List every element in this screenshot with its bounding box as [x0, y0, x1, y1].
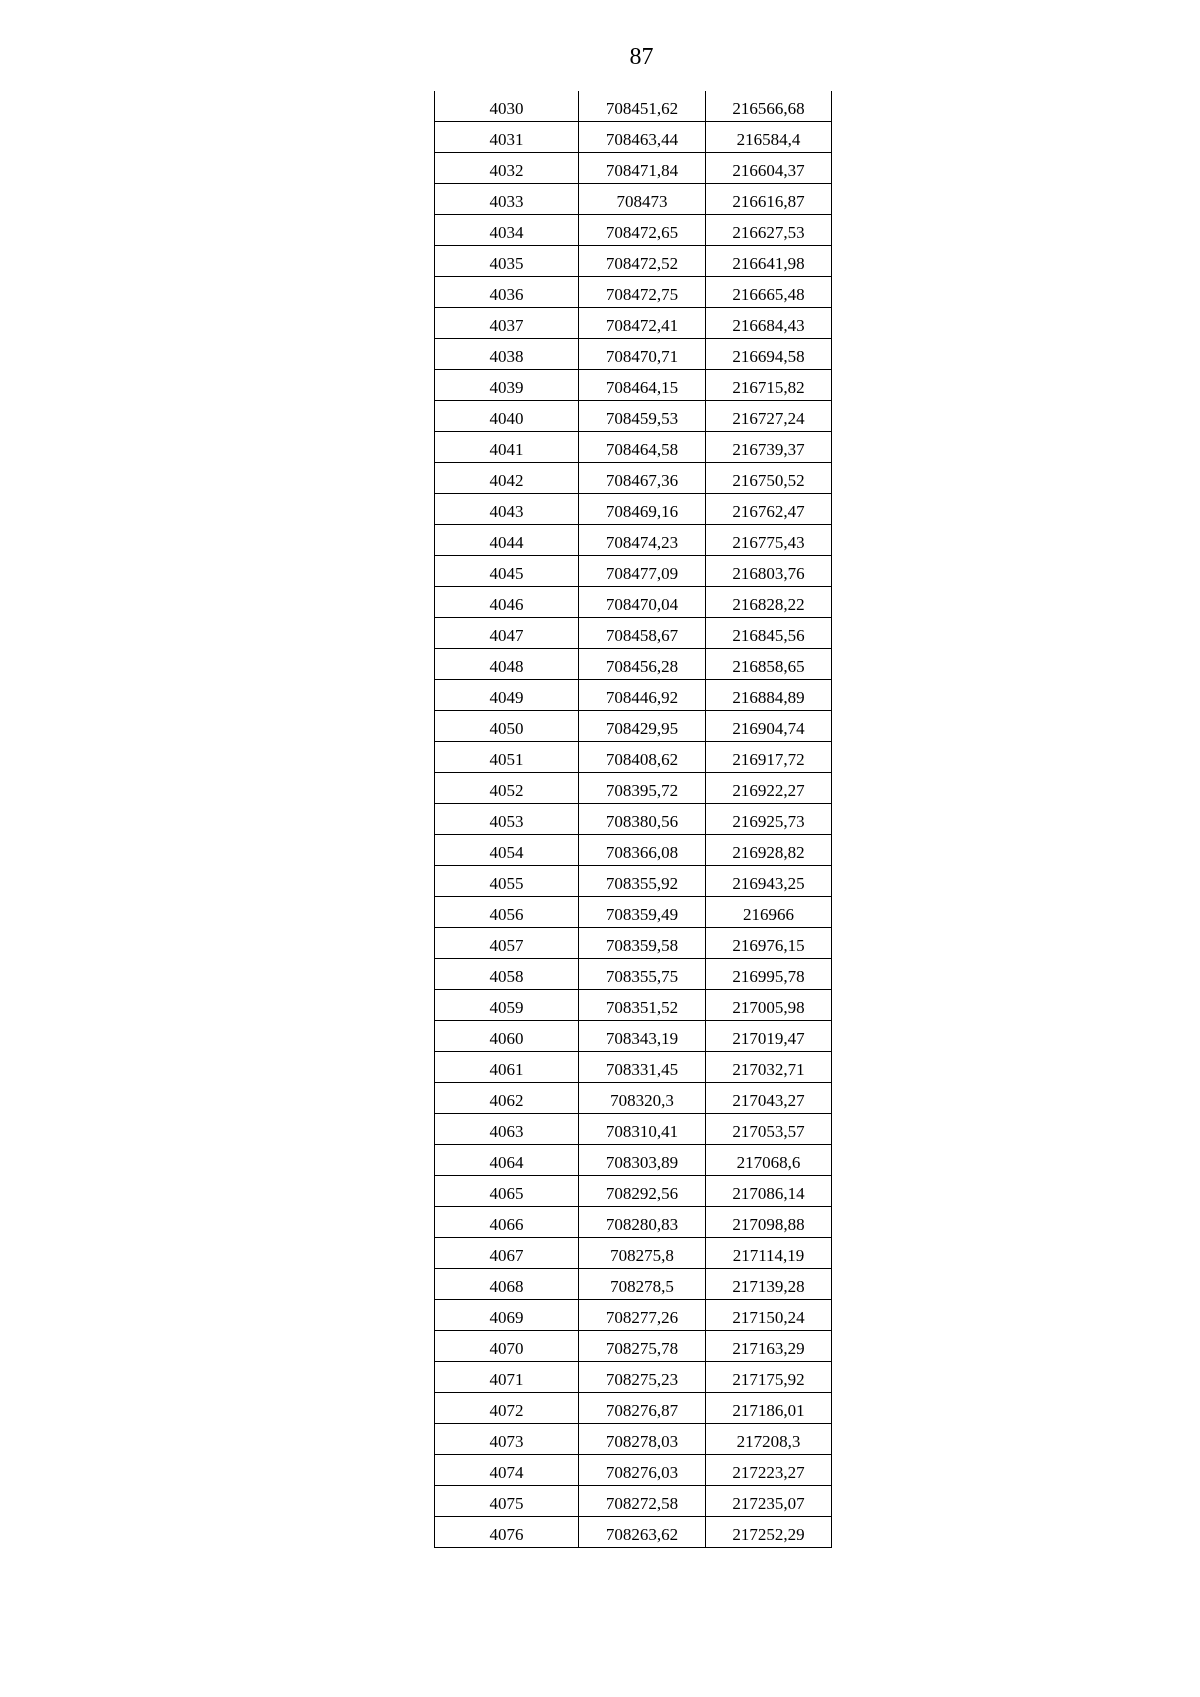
x-coordinate-cell: 708343,19	[579, 1021, 706, 1052]
y-coordinate-cell: 216775,43	[706, 525, 832, 556]
point-number-cell: 4063	[435, 1114, 579, 1145]
y-coordinate-cell: 217068,6	[706, 1145, 832, 1176]
point-number-cell: 4073	[435, 1424, 579, 1455]
y-coordinate-cell: 216803,76	[706, 556, 832, 587]
table-row	[435, 1331, 832, 1362]
table-row	[435, 711, 832, 742]
y-coordinate-cell: 216566,68	[706, 91, 832, 122]
x-coordinate-cell: 708477,09	[579, 556, 706, 587]
x-coordinate-cell: 708320,3	[579, 1083, 706, 1114]
y-coordinate-cell: 217086,14	[706, 1176, 832, 1207]
y-coordinate-cell: 216727,24	[706, 401, 832, 432]
x-coordinate-cell: 708469,16	[579, 494, 706, 525]
table-row	[435, 494, 832, 525]
y-coordinate-cell: 216917,72	[706, 742, 832, 773]
point-number-cell: 4035	[435, 246, 579, 277]
point-number-cell: 4057	[435, 928, 579, 959]
y-coordinate-cell: 217208,3	[706, 1424, 832, 1455]
y-coordinate-cell: 216584,4	[706, 122, 832, 153]
y-coordinate-cell: 216966	[706, 897, 832, 928]
x-coordinate-cell: 708275,23	[579, 1362, 706, 1393]
x-coordinate-cell: 708446,92	[579, 680, 706, 711]
table-row	[435, 959, 832, 990]
point-number-cell: 4049	[435, 680, 579, 711]
table-row	[435, 277, 832, 308]
table-row	[435, 1083, 832, 1114]
x-coordinate-cell: 708474,23	[579, 525, 706, 556]
table-row	[435, 1455, 832, 1486]
point-number-cell: 4074	[435, 1455, 579, 1486]
table-row	[435, 866, 832, 897]
x-coordinate-cell: 708359,49	[579, 897, 706, 928]
x-coordinate-cell: 708272,58	[579, 1486, 706, 1517]
x-coordinate-cell: 708310,41	[579, 1114, 706, 1145]
point-number-cell: 4030	[435, 91, 579, 122]
y-coordinate-cell: 216627,53	[706, 215, 832, 246]
x-coordinate-cell: 708472,52	[579, 246, 706, 277]
table-row	[435, 773, 832, 804]
point-number-cell: 4072	[435, 1393, 579, 1424]
x-coordinate-cell: 708380,56	[579, 804, 706, 835]
point-number-cell: 4075	[435, 1486, 579, 1517]
x-coordinate-cell: 708355,92	[579, 866, 706, 897]
x-coordinate-cell: 708458,67	[579, 618, 706, 649]
x-coordinate-cell: 708408,62	[579, 742, 706, 773]
point-number-cell: 4059	[435, 990, 579, 1021]
y-coordinate-cell: 217163,29	[706, 1331, 832, 1362]
y-coordinate-cell: 216943,25	[706, 866, 832, 897]
y-coordinate-cell: 216858,65	[706, 649, 832, 680]
x-coordinate-cell: 708275,78	[579, 1331, 706, 1362]
y-coordinate-cell: 217053,57	[706, 1114, 832, 1145]
point-number-cell: 4043	[435, 494, 579, 525]
y-coordinate-cell: 216684,43	[706, 308, 832, 339]
x-coordinate-cell: 708459,53	[579, 401, 706, 432]
point-number-cell: 4062	[435, 1083, 579, 1114]
x-coordinate-cell: 708470,04	[579, 587, 706, 618]
point-number-cell: 4060	[435, 1021, 579, 1052]
x-coordinate-cell: 708451,62	[579, 91, 706, 122]
point-number-cell: 4034	[435, 215, 579, 246]
y-coordinate-cell: 217150,24	[706, 1300, 832, 1331]
x-coordinate-cell: 708277,26	[579, 1300, 706, 1331]
table-row	[435, 649, 832, 680]
table-row	[435, 618, 832, 649]
point-number-cell: 4046	[435, 587, 579, 618]
x-coordinate-cell: 708472,75	[579, 277, 706, 308]
y-coordinate-cell: 216641,98	[706, 246, 832, 277]
x-coordinate-cell: 708276,87	[579, 1393, 706, 1424]
point-number-cell: 4061	[435, 1052, 579, 1083]
table-row	[435, 1486, 832, 1517]
table-row	[435, 153, 832, 184]
y-coordinate-cell: 216739,37	[706, 432, 832, 463]
table-row	[435, 122, 832, 153]
x-coordinate-cell: 708470,71	[579, 339, 706, 370]
x-coordinate-cell: 708464,58	[579, 432, 706, 463]
y-coordinate-cell: 217139,28	[706, 1269, 832, 1300]
point-number-cell: 4041	[435, 432, 579, 463]
point-number-cell: 4033	[435, 184, 579, 215]
table-row	[435, 215, 832, 246]
table-row	[435, 680, 832, 711]
table-row	[435, 1517, 832, 1548]
point-number-cell: 4031	[435, 122, 579, 153]
point-number-cell: 4048	[435, 649, 579, 680]
y-coordinate-cell: 217235,07	[706, 1486, 832, 1517]
y-coordinate-cell: 217019,47	[706, 1021, 832, 1052]
table-row	[435, 1238, 832, 1269]
table-row	[435, 587, 832, 618]
table-row	[435, 308, 832, 339]
table-row	[435, 897, 832, 928]
point-number-cell: 4056	[435, 897, 579, 928]
x-coordinate-cell: 708275,8	[579, 1238, 706, 1269]
point-number-cell: 4039	[435, 370, 579, 401]
x-coordinate-cell: 708463,44	[579, 122, 706, 153]
table-row	[435, 990, 832, 1021]
table-row	[435, 1176, 832, 1207]
table-row	[435, 556, 832, 587]
y-coordinate-cell: 217252,29	[706, 1517, 832, 1548]
page-number: 87	[629, 44, 654, 70]
x-coordinate-cell: 708292,56	[579, 1176, 706, 1207]
table-row	[435, 401, 832, 432]
table-row	[435, 804, 832, 835]
point-number-cell: 4045	[435, 556, 579, 587]
x-coordinate-cell: 708472,41	[579, 308, 706, 339]
x-coordinate-cell: 708472,65	[579, 215, 706, 246]
point-number-cell: 4070	[435, 1331, 579, 1362]
y-coordinate-cell: 217005,98	[706, 990, 832, 1021]
table-row	[435, 339, 832, 370]
x-coordinate-cell: 708395,72	[579, 773, 706, 804]
point-number-cell: 4044	[435, 525, 579, 556]
y-coordinate-cell: 216665,48	[706, 277, 832, 308]
y-coordinate-cell: 216925,73	[706, 804, 832, 835]
x-coordinate-cell: 708303,89	[579, 1145, 706, 1176]
table-row	[435, 1362, 832, 1393]
y-coordinate-cell: 217032,71	[706, 1052, 832, 1083]
x-coordinate-cell: 708456,28	[579, 649, 706, 680]
coordinates-table-body	[435, 91, 832, 1548]
point-number-cell: 4038	[435, 339, 579, 370]
y-coordinate-cell: 216828,22	[706, 587, 832, 618]
point-number-cell: 4037	[435, 308, 579, 339]
y-coordinate-cell: 217114,19	[706, 1238, 832, 1269]
table-row	[435, 246, 832, 277]
x-coordinate-cell: 708331,45	[579, 1052, 706, 1083]
x-coordinate-cell: 708278,03	[579, 1424, 706, 1455]
point-number-cell: 4051	[435, 742, 579, 773]
table-row	[435, 91, 832, 122]
table-row	[435, 184, 832, 215]
x-coordinate-cell: 708473	[579, 184, 706, 215]
table-row	[435, 1145, 832, 1176]
y-coordinate-cell: 216762,47	[706, 494, 832, 525]
point-number-cell: 4054	[435, 835, 579, 866]
point-number-cell: 4064	[435, 1145, 579, 1176]
table-row	[435, 1300, 832, 1331]
point-number-cell: 4032	[435, 153, 579, 184]
table-row	[435, 1269, 832, 1300]
point-number-cell: 4066	[435, 1207, 579, 1238]
table-row	[435, 432, 832, 463]
x-coordinate-cell: 708351,52	[579, 990, 706, 1021]
x-coordinate-cell: 708355,75	[579, 959, 706, 990]
table-row	[435, 928, 832, 959]
y-coordinate-cell: 216715,82	[706, 370, 832, 401]
y-coordinate-cell: 216928,82	[706, 835, 832, 866]
point-number-cell: 4058	[435, 959, 579, 990]
point-number-cell: 4067	[435, 1238, 579, 1269]
x-coordinate-cell: 708467,36	[579, 463, 706, 494]
y-coordinate-cell: 216750,52	[706, 463, 832, 494]
point-number-cell: 4053	[435, 804, 579, 835]
table-row	[435, 1114, 832, 1145]
table-row	[435, 370, 832, 401]
y-coordinate-cell: 217175,92	[706, 1362, 832, 1393]
point-number-cell: 4036	[435, 277, 579, 308]
coordinates-table	[434, 91, 832, 1548]
point-number-cell: 4076	[435, 1517, 579, 1548]
point-number-cell: 4069	[435, 1300, 579, 1331]
table-row	[435, 1052, 832, 1083]
x-coordinate-cell: 708263,62	[579, 1517, 706, 1548]
point-number-cell: 4040	[435, 401, 579, 432]
point-number-cell: 4052	[435, 773, 579, 804]
x-coordinate-cell: 708366,08	[579, 835, 706, 866]
y-coordinate-cell: 217186,01	[706, 1393, 832, 1424]
y-coordinate-cell: 217043,27	[706, 1083, 832, 1114]
point-number-cell: 4050	[435, 711, 579, 742]
y-coordinate-cell: 216616,87	[706, 184, 832, 215]
table-row	[435, 742, 832, 773]
x-coordinate-cell: 708464,15	[579, 370, 706, 401]
table-row	[435, 835, 832, 866]
table-row	[435, 1393, 832, 1424]
point-number-cell: 4071	[435, 1362, 579, 1393]
y-coordinate-cell: 216904,74	[706, 711, 832, 742]
point-number-cell: 4042	[435, 463, 579, 494]
y-coordinate-cell: 216604,37	[706, 153, 832, 184]
point-number-cell: 4047	[435, 618, 579, 649]
y-coordinate-cell: 217223,27	[706, 1455, 832, 1486]
x-coordinate-cell: 708280,83	[579, 1207, 706, 1238]
x-coordinate-cell: 708471,84	[579, 153, 706, 184]
x-coordinate-cell: 708276,03	[579, 1455, 706, 1486]
x-coordinate-cell: 708359,58	[579, 928, 706, 959]
y-coordinate-cell: 216922,27	[706, 773, 832, 804]
y-coordinate-cell: 216845,56	[706, 618, 832, 649]
y-coordinate-cell: 217098,88	[706, 1207, 832, 1238]
table-row	[435, 1021, 832, 1052]
x-coordinate-cell: 708429,95	[579, 711, 706, 742]
table-row	[435, 1207, 832, 1238]
y-coordinate-cell: 216976,15	[706, 928, 832, 959]
point-number-cell: 4068	[435, 1269, 579, 1300]
x-coordinate-cell: 708278,5	[579, 1269, 706, 1300]
y-coordinate-cell: 216884,89	[706, 680, 832, 711]
table-row	[435, 525, 832, 556]
y-coordinate-cell: 216995,78	[706, 959, 832, 990]
point-number-cell: 4055	[435, 866, 579, 897]
y-coordinate-cell: 216694,58	[706, 339, 832, 370]
table-row	[435, 463, 832, 494]
point-number-cell: 4065	[435, 1176, 579, 1207]
table-row	[435, 1424, 832, 1455]
